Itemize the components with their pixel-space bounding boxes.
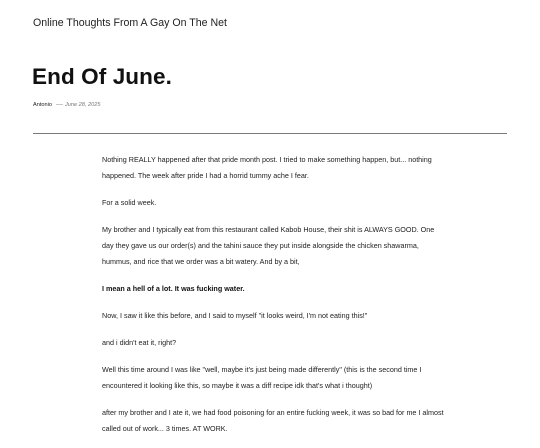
post-paragraph: My brother and I typically eat from this restaurant called Kabob House, their shit is ALWAYS GOOD. One day they gave us our order(s) and the tahini sauce they put inside alongside the chicken shawarma, hummus, and rice that we order was a bit watery. And by a bit,: [102, 225, 435, 266]
post-author-link[interactable]: Antonio: [33, 102, 52, 108]
site-title-link[interactable]: Online Thoughts From A Gay On The Net: [33, 17, 227, 29]
post-meta: [33, 102, 100, 108]
meta-separator: [56, 104, 63, 105]
post-title: End Of June.: [32, 64, 172, 89]
post-paragraph-bold: I mean a hell of a lot. It was fucking water.: [102, 284, 245, 293]
post-date: June 28, 2025: [64, 102, 101, 108]
post-paragraph: Nothing REALLY happened after that pride month post. I tried to make something happen, but... nothing happened. The week after pride I had a horrid tummy ache I fear.: [102, 155, 432, 180]
post-paragraph: after my brother and I ate it, we had food poisoning for an entire fucking week, it was so bad for me I almost called out of work... 3 times. AT WORK.: [102, 408, 444, 433]
post-paragraph: and i didn't eat it, right?: [102, 338, 177, 347]
header-divider: [33, 133, 507, 134]
post-content: [102, 152, 447, 448]
post-paragraph: Now, I saw it like this before, and I said to myself "it looks weird, I'm not eating this!": [102, 311, 368, 320]
post-paragraph: Well this time around I was like "well, maybe it's just being made differently" (this is the second time I encountered it looking like this, so maybe it was a diff recipe idk that's what i thought): [102, 365, 422, 390]
post-paragraph: For a solid week.: [102, 198, 157, 207]
